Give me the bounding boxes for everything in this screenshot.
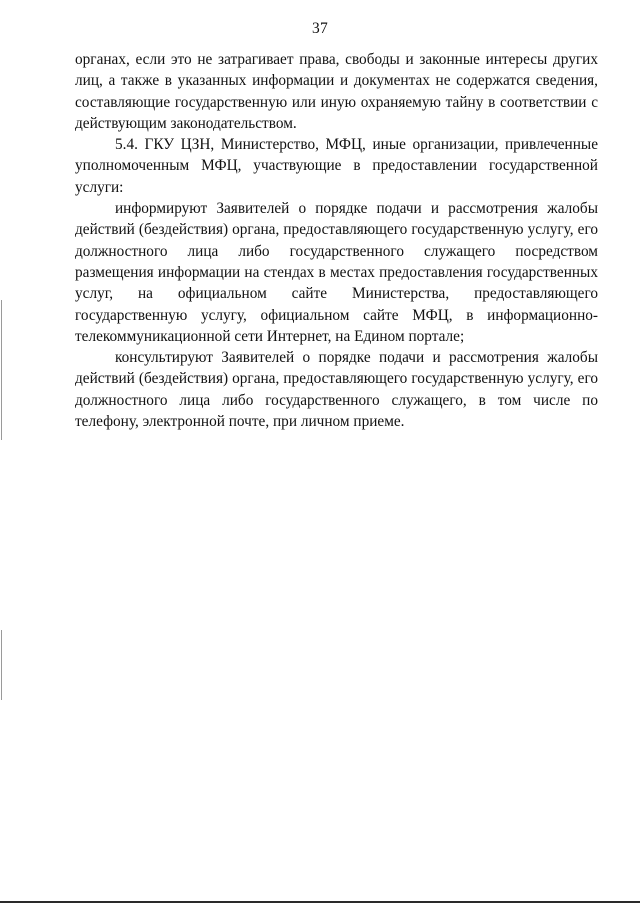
paragraph-continuation: органах, если это не затрагивает права, свободы и законные интересы других лиц, а также в указанных информации и документах не содержатся сведения, составляющие государственную или иную охраняемую тайну в соответствии с действующим законодательством. <box>75 51 598 132</box>
paragraph-consult: консультируют Заявителей о порядке подачи и рассмотрения жалобы действий (бездействия) органа, предоставляющего государственную услугу, его должностного лица либо государственного служащего, в том числе по телефону, электронной почте, при личном приеме. <box>75 349 598 431</box>
page-number: 37 <box>312 20 328 37</box>
paragraph-clause-5-4: 5.4. ГКУ ЦЗН, Министерство, МФЦ, иные организации, привлеченные уполномоченным МФЦ, участвующие в предоставлении государственной услуги: <box>75 136 598 196</box>
scan-bottom-edge <box>0 901 640 903</box>
paragraph-inform: информируют Заявителей о порядке подачи и рассмотрения жалобы действий (бездействия) органа, предоставляющего государственную услугу, его должностного лица либо государственного служащего посредством размещения информации на стендах в местах предоставления государственных услуг, на официальном сайте Министерства, предоставляющего государственную услугу, официальном сайте МФЦ, в информационно-телекоммуникационной сети Интернет, на Едином портале; <box>75 200 598 345</box>
scan-edge-mark-upper <box>1 300 2 440</box>
document-body <box>75 49 598 432</box>
scan-edge-mark-lower <box>1 630 2 700</box>
